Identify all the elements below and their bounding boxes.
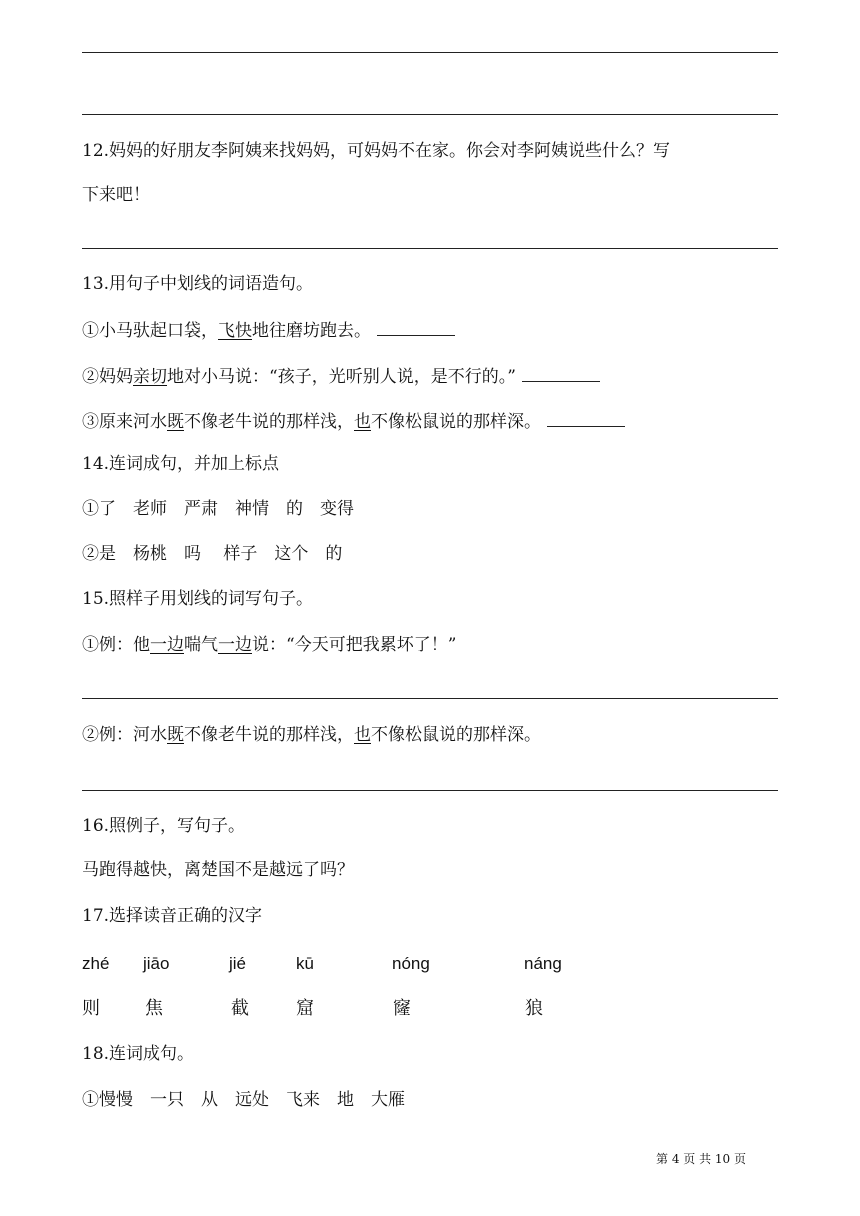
hanzi-1: 则 bbox=[82, 998, 100, 1019]
hanzi-4: 窟 bbox=[296, 998, 314, 1019]
sentence-text: 地对小马说：“孩子，光听别人说，是不行的。” bbox=[167, 367, 516, 387]
question-13-sentence-3 bbox=[82, 412, 625, 431]
pinyin-5: nóng bbox=[392, 954, 430, 973]
question-12: 12.妈妈的好朋友李阿姨来找妈妈，可妈妈不在家。你会对李阿姨说些什么？写 bbox=[82, 141, 671, 161]
question-13-sentence-2 bbox=[82, 367, 600, 386]
underlined-word: 也 bbox=[354, 412, 371, 432]
pinyin-1: zhé bbox=[82, 954, 110, 973]
pinyin-3: jié bbox=[229, 954, 247, 973]
pinyin-2: jiāo bbox=[143, 954, 170, 973]
underlined-word: 既 bbox=[167, 725, 184, 745]
question-17-title: 17.选择读音正确的汉字 bbox=[82, 906, 263, 926]
sentence-text: ③原来河水 bbox=[82, 412, 167, 432]
sentence-text: ①例：他 bbox=[82, 635, 150, 655]
hanzi-5: 窿 bbox=[393, 998, 411, 1019]
underlined-word: 一边 bbox=[150, 635, 184, 655]
answer-line bbox=[82, 248, 778, 249]
answer-blank[interactable] bbox=[377, 321, 455, 336]
answer-line bbox=[82, 114, 778, 115]
question-13-sentence-1 bbox=[82, 321, 455, 340]
question-14-title: 14.连词成句，并加上标点 bbox=[82, 454, 280, 474]
sentence-text: ②例：河水 bbox=[82, 725, 167, 745]
question-15-example-2 bbox=[82, 727, 541, 744]
page-footer: 第 4 页 共 10 页 bbox=[656, 1152, 746, 1166]
pinyin-4: kū bbox=[296, 954, 314, 973]
sentence-text: 喘气 bbox=[184, 635, 218, 655]
sentence-text: 不像老牛说的那样浅， bbox=[184, 725, 354, 745]
answer-line bbox=[82, 790, 778, 791]
hanzi-3: 截 bbox=[231, 998, 249, 1019]
sentence-text: 不像松鼠说的那样深。 bbox=[371, 412, 541, 432]
sentence-text: 说：“今天可把我累坏了！” bbox=[252, 635, 457, 655]
question-18-title: 18.连词成句。 bbox=[82, 1044, 195, 1064]
question-15-example-1 bbox=[82, 637, 456, 654]
question-12-cont: 下来吧！ bbox=[82, 185, 150, 205]
hanzi-6: 狼 bbox=[525, 998, 543, 1019]
sentence-text: 地往磨坊跑去。 bbox=[252, 321, 371, 341]
answer-line bbox=[82, 52, 778, 53]
question-18-item-1: ①慢慢 一只 从 远处 飞来 地 大雁 bbox=[82, 1090, 405, 1110]
pinyin-6: náng bbox=[524, 954, 562, 973]
sentence-text: ①小马驮起口袋， bbox=[82, 321, 218, 341]
question-13-title: 13.用句子中划线的词语造句。 bbox=[82, 274, 314, 294]
underlined-word: 一边 bbox=[218, 635, 252, 655]
sentence-text: 不像松鼠说的那样深。 bbox=[371, 725, 541, 745]
question-14-item-2: ②是 杨桃 吗 样子 这个 的 bbox=[82, 544, 343, 564]
question-16-example: 马跑得越快，离楚国不是越远了吗？ bbox=[82, 860, 354, 880]
underlined-word: 既 bbox=[167, 412, 184, 432]
answer-line bbox=[82, 698, 778, 699]
hanzi-2: 焦 bbox=[145, 998, 163, 1019]
sentence-text: ②妈妈 bbox=[82, 367, 133, 387]
question-15-title: 15.照样子用划线的词写句子。 bbox=[82, 589, 314, 609]
answer-blank[interactable] bbox=[522, 367, 600, 382]
underlined-word: 也 bbox=[354, 725, 371, 745]
question-16-title: 16.照例子，写句子。 bbox=[82, 816, 246, 836]
sentence-text: 不像老牛说的那样浅， bbox=[184, 412, 354, 432]
underlined-word: 飞快 bbox=[218, 321, 252, 341]
question-14-item-1: ①了 老师 严肃 神情 的 变得 bbox=[82, 499, 354, 519]
underlined-word: 亲切 bbox=[133, 367, 167, 387]
answer-blank[interactable] bbox=[547, 412, 625, 427]
